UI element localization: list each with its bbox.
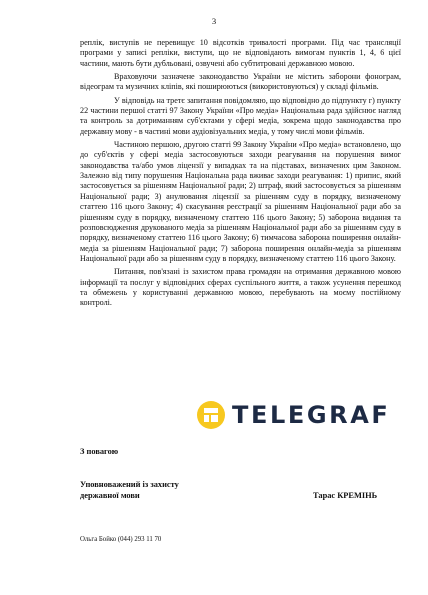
signatory-title-line-1: Уповноважений із захисту bbox=[80, 480, 179, 489]
page-number: 3 bbox=[211, 16, 217, 26]
paragraph-3: У відповідь на третє запитання повідомляю, що відповідно до підпункту г) пункту 22 частини першої статті 97 Закону України «Про медіа» Національна рада здійснює нагляд та контроль за дотриманням суб'єктами у сфері медіа, зокрема щодо законодавства про державну мову - в частині мови аудіовізуальних медіа, у тому числі мови фільмів. bbox=[80, 95, 401, 136]
contact-line: Ольга Бойко (044) 293 11 70 bbox=[80, 536, 162, 543]
closing-phrase: З повагою bbox=[80, 447, 119, 456]
telegraf-watermark bbox=[196, 398, 390, 432]
paragraph-5: Питання, пов'язані із захистом права громадян на отримання державною мовою інформації та послуг у відповідних сферах суспільного життя, а також усунення перешкод та обмежень у користуванні державною мовою, перебувають на моєму постійному контролі. bbox=[80, 267, 401, 308]
watermark-text: TELEGRAF bbox=[232, 401, 391, 429]
letter-body bbox=[80, 38, 401, 309]
paragraph-1: реплік, виступів не перевищує 10 відсотків тривалості програми. Під час трансляції програми у записі репліки, виступи, що не відповідають вимогам пунктів 1, 4, 6 цієї частини, мають бути дубльовані, озвучені або субтитровані державною мовою. bbox=[80, 38, 401, 68]
signatory-title-line-2: державної мови bbox=[80, 490, 140, 500]
telegraf-logo-icon bbox=[196, 400, 226, 430]
signatory-name: Тарас КРЕМІНЬ bbox=[313, 491, 378, 500]
paragraph-2: Враховуючи зазначене законодавство України не містить заборони фонограм, відеограм та музичних кліпів, які поширюються (використовуються) у складі фільмів. bbox=[80, 72, 401, 92]
signatory-title bbox=[80, 480, 179, 501]
paragraph-4: Частиною першою, другою статті 99 Закону України «Про медіа» встановлено, що до суб'єктів у сфері медіа застосовуються заходи реагування на порушення вимог законодавства та/або умов ліцензії у випадках та на підставах, визначених цим Законом. Залежно від типу порушення Національна рада вживає заходи реагування: 1) припис, який застосовується за рішенням Національної ради; 2) штраф, який застосовується за рішенням Національної ради; 3) анулювання ліцензії за рішенням суду в порядку, визначеному статтею 116 цього Закону; 4) скасування реєстрації за рішенням Національної ради або за рішенням суду в порядку, визначеному статтею 116 цього Закону; 5) заборона видання та розповсюдження друкованого медіа за рішенням Національної ради або за рішенням суду в порядку, визначеному статтею 116 цього Закону; 6) тимчасова заборона поширення онлайн-медіа за рішенням Національної ради; 7) заборона поширення онлайн-медіа за рішенням Національної ради або за рішенням суду в порядку, визначеному статтею 116 цього Закону. bbox=[80, 140, 401, 263]
